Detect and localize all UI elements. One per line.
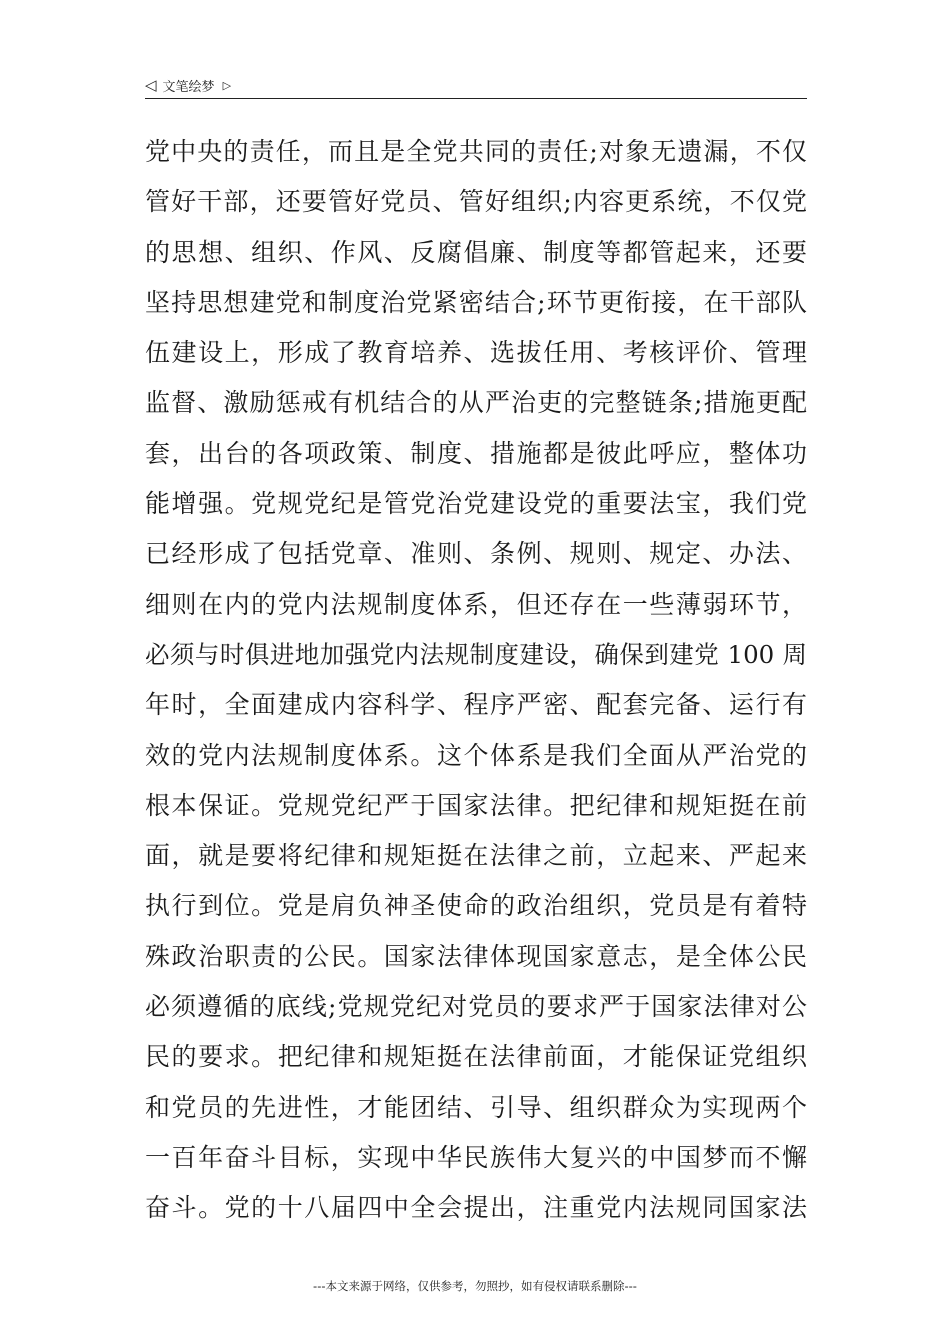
text-line: 民的要求。把纪律和规矩挺在法律前面，才能保证党组织 bbox=[145, 1042, 807, 1072]
text-line: 根本保证。党规党纪严于国家法律。把纪律和规矩挺在前 bbox=[145, 790, 807, 820]
text-line: 伍建设上，形成了教育培养、选拔任用、考核评价、管理 bbox=[145, 338, 807, 368]
text-line: 坚持思想建党和制度治党紧密结合;环节更衔接，在干部队 bbox=[145, 287, 807, 317]
text-line: 管好干部，还要管好党员、管好组织;内容更系统，不仅党 bbox=[145, 187, 807, 217]
text-line: 监督、激励惩戒有机结合的从严治吏的完整链条;措施更配 bbox=[145, 388, 807, 418]
text-line: 殊政治职责的公民。国家法律体现国家意志，是全体公民 bbox=[145, 941, 807, 971]
text-line: 年时，全面建成内容科学、程序严密、配套完备、运行有 bbox=[145, 690, 807, 720]
text-line: 和党员的先进性，才能团结、引导、组织群众为实现两个 bbox=[145, 1092, 807, 1122]
page-header bbox=[145, 72, 807, 99]
text-line: 一百年奋斗目标，实现中华民族伟大复兴的中国梦而不懈 bbox=[145, 1142, 807, 1172]
text-line: 执行到位。党是肩负神圣使命的政治组织，党员是有着特 bbox=[145, 891, 807, 921]
document-body bbox=[145, 127, 807, 1234]
text-line: 面，就是要将纪律和规矩挺在法律之前，立起来、严起来 bbox=[145, 841, 807, 871]
triangle-left-icon: ◁ bbox=[145, 75, 157, 94]
text-line: 细则在内的党内法规制度体系，但还存在一些薄弱环节， bbox=[145, 589, 807, 619]
page-footer: ---本文来源于网络，仅供参考，勿照抄，如有侵权请联系删除--- bbox=[313, 1279, 637, 1293]
text-line: 能增强。党规党纪是管党治党建设党的重要法宝，我们党 bbox=[145, 489, 807, 519]
text-line: 套，出台的各项政策、制度、措施都是彼此呼应，整体功 bbox=[145, 438, 807, 468]
text-line: 效的党内法规制度体系。这个体系是我们全面从严治党的 bbox=[145, 740, 807, 770]
text-line: 必须遵循的底线;党规党纪对党员的要求严于国家法律对公 bbox=[145, 992, 807, 1022]
text-line: 必须与时俱进地加强党内法规制度建设，确保到建党 100 周 bbox=[145, 639, 807, 669]
text-line: 的思想、组织、作风、反腐倡廉、制度等都管起来，还要 bbox=[145, 237, 807, 267]
header-title: 文笔绘梦 bbox=[162, 79, 215, 95]
triangle-right-icon: ▷ bbox=[222, 78, 232, 92]
text-line: 已经形成了包括党章、准则、条例、规则、规定、办法、 bbox=[145, 539, 807, 569]
text-line: 党中央的责任，而且是全党共同的责任;对象无遗漏，不仅 bbox=[145, 137, 807, 166]
text-line: 奋斗。党的十八届四中全会提出，注重党内法规同国家法 bbox=[145, 1193, 807, 1223]
